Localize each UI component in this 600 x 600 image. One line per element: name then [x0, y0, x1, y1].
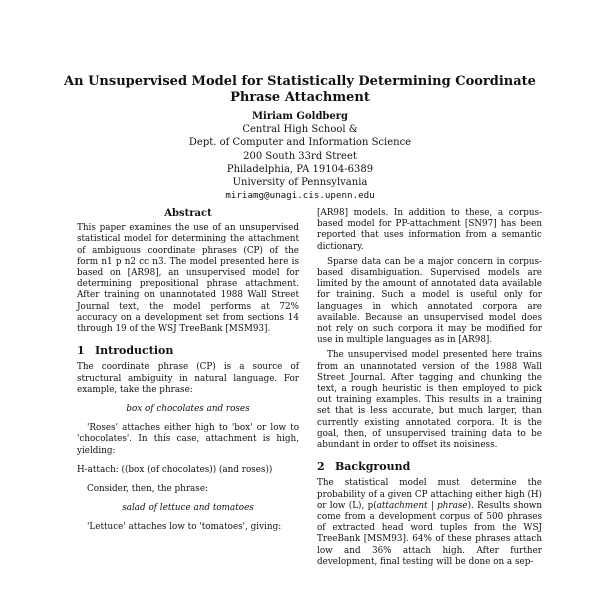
author-email: miriamg@unagi.cis.upenn.edu — [225, 190, 375, 202]
intro-section-title: Introduction — [95, 344, 174, 358]
intro-paragraph-1: The coordinate phrase (CP) is a source of structural ambiguity in natural language. For example, take the phrase: — [77, 362, 299, 395]
example-phrase-1: box of chocolates and roses — [126, 404, 250, 415]
intro-section-number: 1 — [77, 344, 85, 358]
intro-paragraph-4: 'Lettuce' attaches low to 'tomatoes', giving: — [87, 522, 282, 533]
affiliation-line-3: 200 South 33rd Street — [243, 150, 357, 162]
affiliation-line-5: University of Pennsylvania — [232, 177, 368, 189]
intro-heading — [77, 345, 299, 356]
abstract-text: This paper examines the use of an unsupervised statistical model for determining the attachment of ambiguous coordinate phrases (CP) of the form n1 p n2 cc n3. The model presented here is based on [AR98], an unsupervised model for determining prepositional phrase attachment. After training on unannotated 1988 Wall Street Journal text, the model performs at 72% accuracy on a development set from sections 14 through 19 of the WSJ TreeBank [MSM93]. — [77, 223, 299, 335]
title-line-2: Phrase Attachment — [230, 90, 370, 105]
example-h-attach: H-attach: ((box (of chocolates)) (and roses)) — [77, 464, 273, 475]
title-line-1: An Unsupervised Model for Statistically Determining Coordinate — [64, 74, 536, 89]
affiliation-line-4: Philadelphia, PA 19104-6389 — [226, 163, 374, 175]
example-phrase-2: salad of lettuce and tomatoes — [122, 503, 254, 514]
background-text-a: The statistical model must determine the probability of a given CP attaching either high (H) or low (L), p( — [317, 478, 542, 511]
left-column — [77, 208, 299, 538]
background-paragraph — [317, 478, 542, 568]
author-name: Miriam Goldberg — [251, 111, 349, 122]
background-text-c: ). Results shown come from a development corpus of 500 phrases of extracted head word tuples from the WSJ TreeBank [MSM93]. 64% of these phrases attach low and 36% attach high. After further development, final testing will be done on a sep- — [317, 500, 542, 567]
affiliation-line-1: Central High School & — [242, 124, 358, 136]
abstract-heading: Abstract — [164, 208, 212, 219]
intro-paragraph-3: Consider, then, the phrase: — [87, 484, 208, 495]
intro-paragraph-2: 'Roses' attaches either high to 'box' or low to 'chocolates'. In this case, attachment is high, yielding: — [77, 423, 299, 456]
background-formula: attachment | phrase — [376, 500, 468, 511]
author-block — [150, 110, 450, 202]
paper-title — [60, 74, 540, 106]
affiliation-line-2: Dept. of Computer and Information Science — [188, 137, 412, 149]
right-paragraph-2: Sparse data can be a major concern in corpus-based disambiguation. Supervised models are limited by the amount of annotated data available for training. Such a model is useful only for languages in which annotated corpora are available. Because an unsupervised model does not rely on such corpora it may be modified for use in multiple languages as in [AR98]. — [317, 256, 542, 346]
background-section-number: 2 — [317, 460, 325, 474]
right-column — [317, 208, 542, 572]
background-heading — [317, 461, 542, 472]
right-paragraph-3: The unsupervised model presented here trains from an unannotated version of the 1988 Wall Street Journal. After tagging and chunking the text, a rough heuristic is then employed to pick out training examples. This results in a training set that is less accurate, but much larger, than currently existing annotated corpora. It is the goal, then, of unsupervised training data to be abundant in order to offset its noisiness. — [317, 350, 542, 451]
right-paragraph-1: [AR98] models. In addition to these, a corpus-based model for PP-attachment [SN97] has been reported that uses information from a semantic dictionary. — [317, 208, 542, 252]
background-section-title: Background — [335, 460, 411, 474]
